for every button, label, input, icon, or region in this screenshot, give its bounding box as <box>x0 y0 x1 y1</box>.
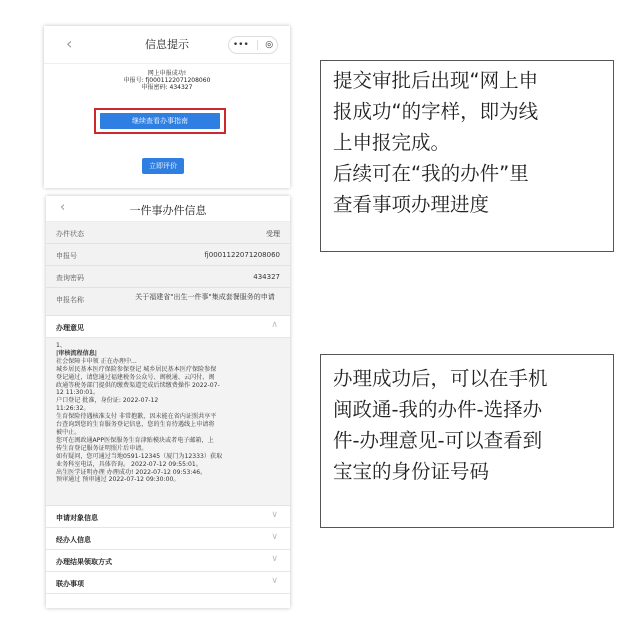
row-label: 查询密码 <box>56 274 84 282</box>
row-label: 申报号 <box>56 252 77 260</box>
note-line: 提交审批后出现“网上申 <box>333 69 539 92</box>
opinion-line: 被中止。 <box>56 428 81 436</box>
opinion-line: 台查询到您的生育服务登记信息，您的生育待遇线上申请将 <box>56 421 215 429</box>
note-line: 后续可在“我的办件”里 <box>333 162 529 185</box>
chevron-down-icon: ∨ <box>271 532 278 542</box>
section-handler-info[interactable] <box>46 528 290 550</box>
note-line: 办理成功后，可以在手机 <box>333 367 548 390</box>
section-result-pickup[interactable] <box>46 550 290 572</box>
annotation-note-submit <box>320 60 614 252</box>
info-row-query-password <box>46 266 290 288</box>
back-chevron-left-icon[interactable]: ‹ <box>60 200 66 215</box>
note-line: 报成功“的字样，即为线 <box>333 100 539 123</box>
row-label: 办件状态 <box>56 230 84 238</box>
rate-now-button[interactable]: 立即评价 <box>142 158 184 174</box>
target-close-icon[interactable]: ◎ <box>265 40 274 50</box>
opinion-line: 业务科室电话，具体咨询。 2022-07-12 09:55:01。 <box>56 460 202 468</box>
nav-bar <box>46 196 290 222</box>
chevron-down-icon: ∨ <box>271 510 278 520</box>
chevron-down-icon: ∨ <box>271 554 278 564</box>
opinion-content <box>46 338 290 506</box>
note-line: 上申报完成。 <box>333 131 451 154</box>
section-joint-matters[interactable] <box>46 572 290 594</box>
info-row-apply-number <box>46 244 290 266</box>
opinion-line: |审核流程信息| <box>56 349 98 357</box>
opinion-line: 社会保障卡申领 正在办理中... <box>56 357 137 365</box>
apply-password: 申报密码: 434327 <box>141 84 193 91</box>
row-value: 434327 <box>253 273 280 281</box>
opinion-line: 您可在闽政通APP医保服务生育津贴模块或者电子邮箱，上 <box>56 436 214 444</box>
opinion-line: 政通等税务部门提供的缴费渠道完成后续缴费操作 2022-07- <box>56 381 220 389</box>
section-label: 办理意见 <box>56 324 84 332</box>
info-row-apply-name <box>46 288 290 316</box>
opinion-line: 传生育登记服务证明照片后申请。 <box>56 444 148 452</box>
section-opinion[interactable] <box>46 316 290 338</box>
opinion-line: 户口登记 批准，身份证: 2022-07-12 <box>56 397 159 405</box>
opinion-line: 如有疑问，您可通过当地0591-12345（厦门为12333）获取 <box>56 452 223 460</box>
opinion-line: 城乡居民基本医疗保险参保登记 城乡居民基本医疗保险参保 <box>56 365 217 373</box>
continue-guide-button[interactable]: 继续查看办事指南 <box>100 113 220 129</box>
opinion-line: 出生医学证明办理 办理成功! 2022-07-12 09:53:46。 <box>56 468 207 476</box>
section-applicant-info[interactable] <box>46 506 290 528</box>
opinion-line: 11:26:32。 <box>56 405 90 413</box>
section-label: 办理结果领取方式 <box>56 558 112 566</box>
section-label: 经办人信息 <box>56 536 91 544</box>
success-line: 网上申报成功! <box>147 70 187 77</box>
nav-bar <box>44 26 290 64</box>
section-label: 申请对象信息 <box>56 514 98 522</box>
miniapp-capsule <box>228 36 278 54</box>
capsule-divider <box>257 40 258 50</box>
success-message <box>44 70 290 91</box>
opinion-line: 登记通过，请您通过福建税务公众号、闽税通、云闪付、闽 <box>56 373 215 381</box>
back-chevron-left-icon[interactable]: ‹ <box>66 34 73 53</box>
opinion-line: 预审通过 预审通过 2022-07-12 09:30:00。 <box>56 476 180 484</box>
row-value: fj0001122071208060 <box>204 251 280 259</box>
note-line: 闽政通-我的办件-选择办 <box>333 398 543 421</box>
info-row-status <box>46 222 290 244</box>
note-line: 宝宝的身份证号码 <box>333 460 490 483</box>
page-title: 信息提示 <box>145 38 189 51</box>
row-value: 关于福建省"出生一件事"集成套餐服务的申请 <box>135 293 275 301</box>
success-screenshot <box>44 26 290 188</box>
row-label: 申报名称 <box>56 296 84 304</box>
highlight-box <box>94 108 226 134</box>
page-title: 一件事办件信息 <box>129 204 207 217</box>
section-label: 联办事项 <box>56 580 84 588</box>
note-line: 件-办理意见-可以查看到 <box>333 429 543 452</box>
note-line: 查看事项办理进度 <box>333 193 490 216</box>
more-dots-icon[interactable]: ••• <box>232 40 249 50</box>
opinion-line: 生育保险待遇核准支付 非常抱歉，因未能在省内证照共享平 <box>56 413 217 421</box>
opinion-line: 1、 <box>56 342 66 349</box>
apply-number: 申报号: fj0001122071208060 <box>123 77 211 84</box>
case-info-screenshot <box>46 196 290 608</box>
row-value: 受理 <box>266 230 280 238</box>
chevron-down-icon: ∨ <box>271 576 278 586</box>
chevron-up-icon: ∧ <box>271 320 278 330</box>
opinion-line: 12 11:30:01。 <box>56 389 100 397</box>
annotation-note-result <box>320 354 614 528</box>
